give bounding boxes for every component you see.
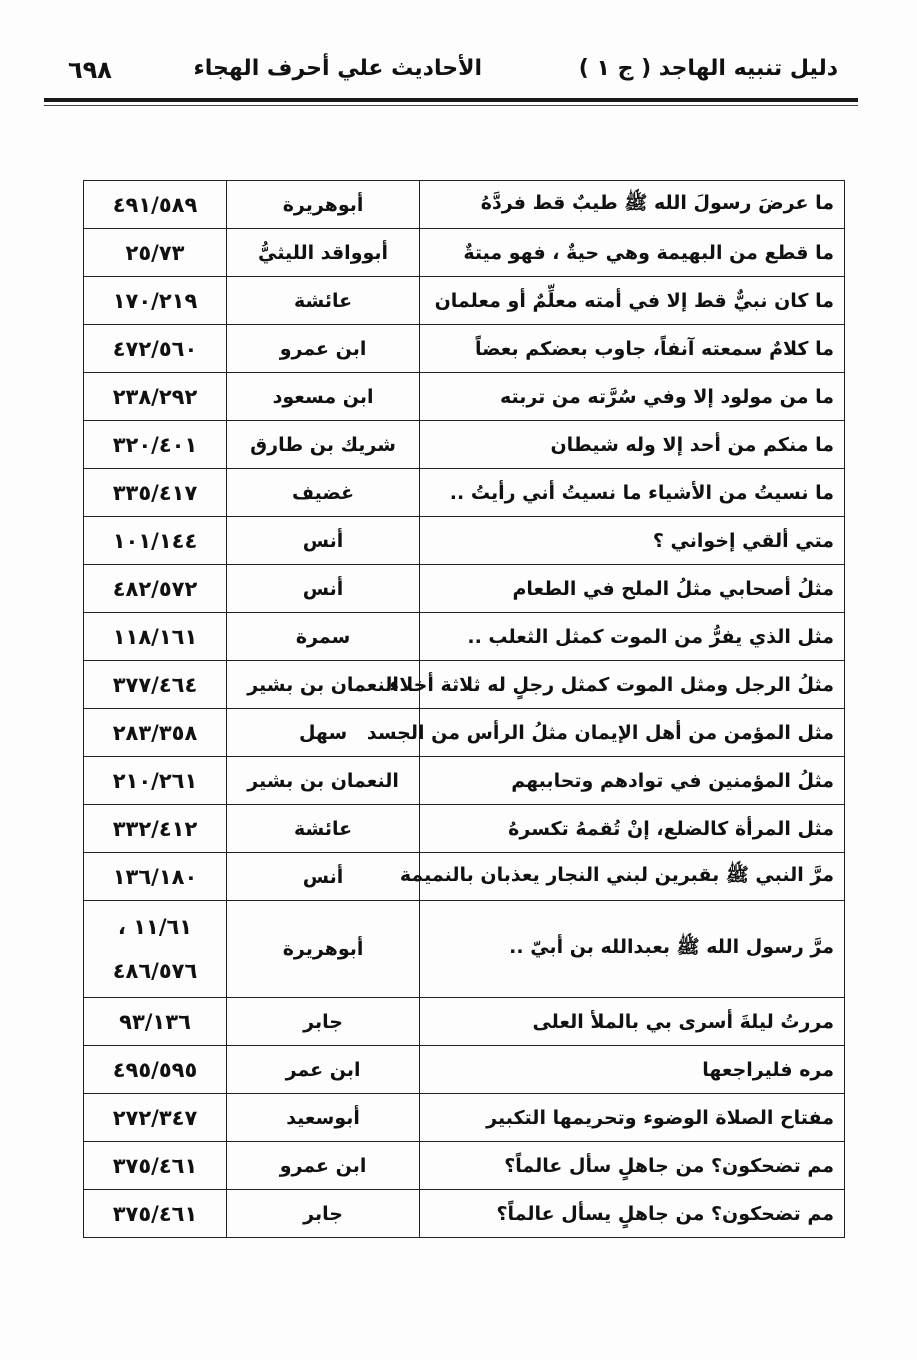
narrator: أبوواقد الليثيُّ — [227, 229, 420, 277]
narrator: ابن عمرو — [227, 325, 420, 373]
hadith-text: مثل المؤمن من أهل الإيمان مثلُ الرأس من الجسد — [420, 709, 845, 757]
hadith-index-table — [83, 180, 845, 1238]
table-row — [84, 181, 845, 229]
reference: ١٧٠/٢١٩ — [84, 277, 227, 325]
table-row — [84, 325, 845, 373]
table-row — [84, 517, 845, 565]
table-row — [84, 998, 845, 1046]
reference: ١١٨/١٦١ — [84, 613, 227, 661]
reference-line: ١١/٦١ ، — [117, 915, 193, 939]
hadith-text: متي ألقي إخواني ؟ — [420, 517, 845, 565]
book-title: دليل تنبيه الهاجد ( ج ١ ) — [578, 56, 838, 81]
reference: ٣٧٥/٤٦١ — [84, 1190, 227, 1238]
reference: ٢٣٨/٢٩٢ — [84, 373, 227, 421]
table-row — [84, 1142, 845, 1190]
reference: ١٣٦/١٨٠ — [84, 853, 227, 901]
hadith-text: مثل المرأة كالضلع، إنْ تُقمهُ تكسرهُ — [420, 805, 845, 853]
hadith-text: ما من مولود إلا وفي سُرَّته من تربته — [420, 373, 845, 421]
reference: ٣٧٥/٤٦١ — [84, 1142, 227, 1190]
table-row — [84, 613, 845, 661]
section-title: الأحاديث علي أحرف الهجاء — [193, 56, 482, 81]
page-number: ٦٩٨ — [68, 56, 112, 84]
narrator: عائشة — [227, 805, 420, 853]
hadith-text: مثلُ أصحابي مثلُ الملح في الطعام — [420, 565, 845, 613]
table-row — [84, 709, 845, 757]
reference: ٣٣٢/٤١٢ — [84, 805, 227, 853]
reference: ٢٧٢/٣٤٧ — [84, 1094, 227, 1142]
narrator: جابر — [227, 1190, 420, 1238]
narrator: النعمان بن بشير — [227, 661, 420, 709]
narrator: ابن عمرو — [227, 1142, 420, 1190]
narrator: أبوسعيد — [227, 1094, 420, 1142]
header-rule-thin — [44, 105, 858, 106]
narrator: أنس — [227, 853, 420, 901]
reference — [84, 901, 227, 998]
table-row — [84, 421, 845, 469]
hadith-text: ما كلامٌ سمعته آنفاً، جاوب بعضكم بعضاً — [420, 325, 845, 373]
narrator: جابر — [227, 998, 420, 1046]
reference: ٤٩٥/٥٩٥ — [84, 1046, 227, 1094]
narrator: عائشة — [227, 277, 420, 325]
reference: ٩٣/١٣٦ — [84, 998, 227, 1046]
hadith-text: مررتُ ليلةَ أسرى بي بالملأ العلى — [420, 998, 845, 1046]
table-row — [84, 229, 845, 277]
running-header — [40, 52, 862, 94]
hadith-text: مم تضحكون؟ من جاهلٍ يسأل عالماً؟ — [420, 1190, 845, 1238]
reference: ١٠١/١٤٤ — [84, 517, 227, 565]
narrator: أنس — [227, 517, 420, 565]
narrator: سمرة — [227, 613, 420, 661]
table-row — [84, 373, 845, 421]
hadith-text: مثل الذي يفرُّ من الموت كمثل الثعلب .. — [420, 613, 845, 661]
reference: ٤٧٢/٥٦٠ — [84, 325, 227, 373]
hadith-text: ما كان نبيٌّ قط إلا في أمته معلِّمٌ أو معلمان — [420, 277, 845, 325]
narrator: سهل — [227, 709, 420, 757]
table-row — [84, 661, 845, 709]
table-row — [84, 901, 845, 998]
reference: ٣٢٠/٤٠١ — [84, 421, 227, 469]
header-rule — [44, 98, 858, 102]
table-row — [84, 1190, 845, 1238]
hadith-text: مثلُ الرجل ومثل الموت كمثل رجلٍ له ثلاثة أخلاء — [420, 661, 845, 709]
hadith-text: مثلُ المؤمنين في توادهم وتحاببهم — [420, 757, 845, 805]
hadith-text: ما قطع من البهيمة وهي حيةٌ ، فهو ميتةٌ — [420, 229, 845, 277]
narrator: أبوهريرة — [227, 901, 420, 998]
hadith-text: ما عرضَ رسولَ الله ﷺ طيبٌ قط فردَّهُ — [420, 181, 845, 229]
table-row — [84, 805, 845, 853]
table-row — [84, 469, 845, 517]
table-row — [84, 1094, 845, 1142]
hadith-text: مم تضحكون؟ من جاهلٍ سأل عالماً؟ — [420, 1142, 845, 1190]
reference-line: ٤٨٦/٥٧٦ — [112, 959, 198, 983]
hadith-text: مفتاح الصلاة الوضوء وتحريمها التكبير — [420, 1094, 845, 1142]
narrator: ابن مسعود — [227, 373, 420, 421]
reference: ٤٨٢/٥٧٢ — [84, 565, 227, 613]
table-row — [84, 277, 845, 325]
hadith-text: ما منكم من أحد إلا وله شيطان — [420, 421, 845, 469]
reference: ٣٣٥/٤١٧ — [84, 469, 227, 517]
hadith-text: مره فليراجعها — [420, 1046, 845, 1094]
reference: ٢١٠/٢٦١ — [84, 757, 227, 805]
narrator: شريك بن طارق — [227, 421, 420, 469]
reference: ٣٧٧/٤٦٤ — [84, 661, 227, 709]
table-body — [84, 181, 845, 1238]
narrator: النعمان بن بشير — [227, 757, 420, 805]
hadith-text: ما نسيتُ من الأشياء ما نسيتُ أني رأيتُ .. — [420, 469, 845, 517]
reference: ٢٨٣/٣٥٨ — [84, 709, 227, 757]
narrator: غضيف — [227, 469, 420, 517]
narrator: أنس — [227, 565, 420, 613]
narrator: أبوهريرة — [227, 181, 420, 229]
hadith-text: مرَّ رسول الله ﷺ بعبدالله بن أبيّ .. — [420, 901, 845, 998]
reference: ٤٩١/٥٨٩ — [84, 181, 227, 229]
table-row — [84, 1046, 845, 1094]
hadith-text: مرَّ النبي ﷺ بقبرين لبني النجار يعذبان بالنميمة — [420, 853, 845, 901]
table-row — [84, 853, 845, 901]
table-row — [84, 757, 845, 805]
table-row — [84, 565, 845, 613]
narrator: ابن عمر — [227, 1046, 420, 1094]
reference: ٢٥/٧٣ — [84, 229, 227, 277]
